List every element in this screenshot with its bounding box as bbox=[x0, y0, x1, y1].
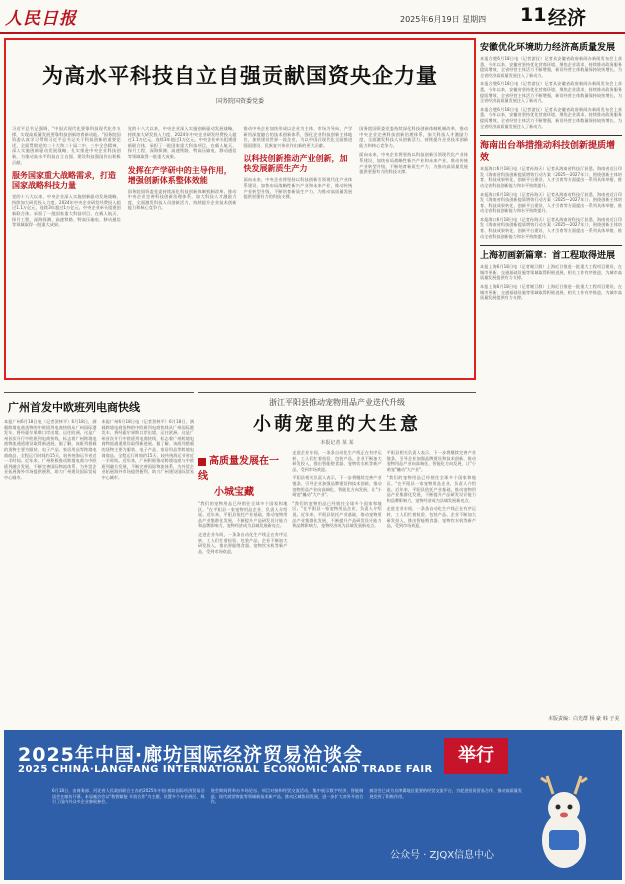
banner-english-title: 2025 CHINA·LANGFANG INTERNATIONAL ECONOMIC AND TRADE FAIR bbox=[18, 764, 433, 775]
middle-paragraph: 走进企业车间，一条条自动化生产线正在有序运转，工人们忙着检验、包装产品。企业不断加大研发投入，推出智能喂食器、宠物饮水机等新产品，受到市场欢迎。 bbox=[198, 531, 288, 554]
middle-story-title: 小萌宠里的大生意 bbox=[253, 414, 421, 435]
banner-paragraph: 廊洽会已成为京津冀地区重要的经贸交流平台，为促进投资贸易合作、推动高质量发展发挥了积极作用。 bbox=[369, 788, 523, 799]
lead-article bbox=[4, 38, 476, 380]
right-headline-2: 海南出台举措推动科技创新提质增效 bbox=[480, 135, 622, 166]
lead-paragraph: 习近平总书记强调，"中国式现代化要靠科技现代化作支撑，实现高质量发展要靠科技创新培育新动能。"国务院国资委认真学习贯彻习近平总书记关于科技创新的重要论述，全面贯彻党的二十大和二十届二中、三中全会精神，深入实施创新驱动发展战略，扎实推进中央企业科技创新，为推动高水平科技自立自强、建设科技强国作出积极贡献。 bbox=[12, 126, 121, 165]
lead-subheading-3: 以科技创新推动产业创新，加快发展新质生产力 bbox=[243, 153, 348, 174]
middle-paragraph: "我们的宠物用品已经销往全球多个国家和地区。"在平阳县一家宠物用品企业，负责人介绍说。近年来，平阳县依托产业基础，推动宠物用品产业集群化发展，不断提升产品研发设计能力和品牌影响力，宠物经济成为县域发展新亮点。 bbox=[198, 501, 288, 529]
middle-story-kicker: 浙江平阳县推动宠物用品产业迭代升级 bbox=[269, 398, 405, 407]
lead-paragraph: 国务院国资委党委持续深化科技创新体制机制改革，推动中央企业完善科技创新治理体系，加大科技人才激励力度，全面激发科技人员创新活力，持续提升企业技术创新能力和核心竞争力。 bbox=[359, 126, 468, 148]
square-icon bbox=[198, 458, 206, 466]
middle-paragraph: 平阳县相关负责人表示，下一步将继续完善产业链条，引导企业加强品牌建设和技术创新，推动宠物用品产业向高端化、智能化方向发展，让"小萌宠"撬动"大产业"。 bbox=[386, 450, 476, 472]
trade-fair-banner bbox=[4, 730, 622, 880]
left-story-columns bbox=[4, 419, 194, 481]
right-body-2b: 本报海口6月18日电（记者孙海天）记者从海南省科技厅获悉，海南省近日印发《海南省科技创新提质增效行动方案（2025—2027年）》，围绕创新主体培育、科技成果转化、创新平台建设、人才引育等方面提出一系列具体举措，推动全省科技创新能力和水平持续提升。 bbox=[480, 191, 622, 214]
middle-story bbox=[198, 392, 476, 710]
left-story-title: 广州首发中欧班列电商快线 bbox=[8, 401, 140, 414]
left-story bbox=[4, 392, 194, 710]
right-body-2c: 本报海口6月18日电（记者孙海天）记者从海南省科技厅获悉，海南省近日印发《海南省科技创新提质增效行动方案（2025—2027年）》，围绕创新主体培育、科技成果转化、创新平台建设、人才引育等方面提出一系列具体举措，推动全省科技创新能力和水平持续提升。 bbox=[480, 216, 622, 239]
lead-subheading-2: 发挥在产学研中的主导作用，增强创新体系整体效能 bbox=[127, 164, 232, 185]
dateline: 2025年6月19日 星期四 bbox=[400, 15, 487, 24]
lead-paragraph: 面向未来，中央企业将坚持以科技创新引领现代化产业体系建设，加快布局战略性新兴产业和未来产业，推动传统产业转型升级，不断培育新质生产力，为推动高质量发展提供坚强有力的科技支撑。 bbox=[359, 152, 468, 175]
newspaper-logo: 人民日报 bbox=[5, 9, 77, 29]
left-story-body: 本报广州6月18日电（记者贺林平）6月18日，满载跨境电商货物的中欧班列电商快线从广州国际港发车，将经霍尔果斯口岸出境，运往欧洲。这是广州首次开行中欧班列电商快线，标志着广州跨境电商物流通道建设取得新进展。据了解，该班列搭载的货物主要为服装、电子产品、家居用品等跨境电商商品，全程运行时间约15天，较传统海运节省近一半时间。近年来，广州积极推动跨境电商与中欧班列融合发展，不断完善国际物流体系，为外贸企业拓展海外市场提供便利，助力广州建设国际贸易中心城市。 bbox=[4, 419, 97, 480]
editors-credit: 本版责编：白光群 杨 豪 韩 子美 bbox=[548, 716, 620, 722]
column-banner bbox=[198, 452, 287, 482]
right-headline-3: 上海初画新篇章：首工程取得进展 bbox=[480, 245, 622, 264]
lead-column-1 bbox=[12, 126, 121, 376]
lead-paragraph: 推动中央企业加快形成以企业为主体、市场为导向、产学研用深度融合的技术创新体系，强化企业科技创新主体地位，加快建设世界一流企业，为以中国式现代化全面推进强国建设、民族复兴伟业作出新的更大贡献。 bbox=[243, 126, 353, 148]
lead-paragraph: 面向未来，中央企业将坚持以科技创新引领现代化产业体系建设，加快布局战略性新兴产业和未来产业，推动传统产业转型升级，不断培育新质生产力，为推动高质量发展提供坚强有力的科技支撑。 bbox=[243, 177, 353, 200]
lead-column-4 bbox=[359, 126, 468, 376]
right-body-3b: 本报上海6月18日电（记者谢卫群）上海近日推进一批重大工程项目建设，在城市更新、交通基础设施等领域取得积极进展，相关工作有序推进，为城市高质量发展提供有力支撑。 bbox=[480, 284, 622, 301]
middle-paragraph: "我们的宠物用品已经销往全球多个国家和地区。"在平阳县一家宠物用品企业，负责人介绍说。近年来，平阳县依托产业基础，推动宠物用品产业集群化发展，不断提升产品研发设计能力和品牌影响力，宠物经济成为县域发展新亮点。 bbox=[292, 500, 382, 529]
right-body-1b: 本报合肥6月18日电（记者游仪）记者从安徽省政府新闻办新闻发布会上获悉，今年以来，安徽省坚持优化营商环境，聚焦企业需求，持续推动政务服务提质增效，全省经营主体活力不断增强，新设经营主体数量保持较快增长，为全省经济高质量发展注入了新动力。 bbox=[480, 81, 622, 104]
lead-paragraph: 党的十八大以来，中央企业深入实施创新驱动发展战略，持续加大研发投入力度，2024年中央企业研发经费投入超过1.1万亿元，连续3年超过1万亿元。中央企业牵头组建创新联合体，承担了一批国家重大科技项目，在载人航天、探月工程、深海探测、高速铁路、特高压输电、移动通信等领域取得一批重大成果。 bbox=[12, 194, 121, 228]
middle-column-1 bbox=[198, 450, 287, 554]
section-title: 经济 bbox=[548, 7, 587, 29]
right-body-1c: 本报合肥6月18日电（记者游仪）记者从安徽省政府新闻办新闻发布会上获悉，今年以来，安徽省坚持优化营商环境，聚焦企业需求，持续推动政务服务提质增效，全省经营主体活力不断增强，新设经营主体数量保持较快增长，为全省经济高质量发展注入了新动力。 bbox=[480, 106, 622, 129]
middle-paragraph: 走进企业车间，一条条自动化生产线正在有序运转，工人们忙着检验、包装产品。企业不断加大研发投入，推出智能喂食器、宠物饮水机等新产品，受到市场欢迎。 bbox=[292, 450, 382, 472]
banner-body bbox=[52, 788, 522, 805]
middle-story-columns bbox=[198, 450, 476, 554]
lead-paragraph: 党的十八大以来，中央企业深入实施创新驱动发展战略，持续加大研发投入力度，2024年中央企业研发经费投入超过1.1万亿元，连续3年超过1万亿元。中央企业牵头组建创新联合体，承担了一批国家重大科技项目，在载人航天、探月工程、深海探测、高速铁路、特高压输电、移动通信等领域取得一批重大成果。 bbox=[127, 126, 237, 159]
banner-paragraph: 展会期间将举办多场论坛、项目对接和经贸交流活动，集中展示数字经济、智能制造、现代商贸物流等领域新技术新产品，推动区域协同发展，进一步扩大对外开放合作。 bbox=[210, 788, 364, 805]
banner-title: 2025年中国·廊坊国际经济贸易洽谈会 bbox=[18, 744, 364, 766]
right-body-2: 本报海口6月18日电（记者孙海天）记者从海南省科技厅获悉，海南省近日印发《海南省科技创新提质增效行动方案（2025—2027年）》，围绕创新主体培育、科技成果转化、创新平台建设、人才引育等方面提出一系列具体举措，推动全省科技创新能力和水平持续提升。 bbox=[480, 166, 622, 188]
column-banner-text: 高质量发展在一线 bbox=[198, 456, 279, 482]
middle-paragraph: "我们的宠物用品已经销往全球多个国家和地区。"在平阳县一家宠物用品企业，负责人介绍说。近年来，平阳县依托产业基础，推动宠物用品产业集群化发展，不断提升产品研发设计能力和品牌影响力，宠物经济成为县域发展新亮点。 bbox=[386, 475, 476, 503]
masthead bbox=[0, 0, 625, 34]
lead-author: 国务院国资委党委 bbox=[215, 98, 264, 105]
lead-paragraph: 国务院国资委党委持续深化科技创新体制机制改革，推动中央企业完善科技创新治理体系，加大科技人才激励力度，全面激发科技人员创新活力，持续提升企业技术创新能力和核心竞争力。 bbox=[127, 188, 237, 211]
middle-column-2 bbox=[292, 450, 381, 554]
right-headline-1: 安徽优化环境助力经济高质量发展 bbox=[480, 43, 616, 53]
banner-paragraph: 6月18日，由商务部、河北省人民政府联合主办的2025年中国·廊坊国际经济贸易洽谈会在廊坊开幕。本届廊洽会以"数智赋能 开放合作"为主题，设置多个专业展区，吸引了国内外众多企业参展参会。 bbox=[52, 788, 205, 805]
banner-badge: 举行 bbox=[444, 738, 508, 774]
right-body-1: 本报合肥6月18日电（记者游仪）记者从安徽省政府新闻办新闻发布会上获悉，今年以来，安徽省坚持优化营商环境，聚焦企业需求，持续推动政务服务提质增效，全省经营主体活力不断增强，新设经营主体数量保持较快增长，为全省经济高质量发展注入了新动力。 bbox=[480, 56, 622, 78]
right-body-3: 本报上海6月18日电（记者谢卫群）上海近日推进一批重大工程项目建设，在城市更新、交通基础设施等领域取得积极进展，相关工作有序推进，为城市高质量发展提供有力支撑。 bbox=[480, 264, 622, 281]
lead-column-3 bbox=[244, 126, 353, 376]
middle-story-author: 本报记者 某 某 bbox=[320, 440, 354, 446]
middle-paragraph: 走进企业车间，一条条自动化生产线正在有序运转，工人们忙着检验、包装产品。企业不断加大研发投入，推出智能喂食器、宠物饮水机等新产品，受到市场欢迎。 bbox=[386, 506, 476, 529]
mascot-deer-icon bbox=[529, 770, 599, 875]
middle-column-3 bbox=[387, 450, 476, 554]
lead-title: 为高水平科技自立自强贡献国资央企力量 bbox=[42, 63, 438, 88]
middle-paragraph: 平阳县相关负责人表示，下一步将继续完善产业链条，引导企业加强品牌建设和技术创新，推动宠物用品产业向高端化、智能化方向发展，让"小萌宠"撬动"大产业"。 bbox=[292, 475, 382, 498]
lead-column-2 bbox=[128, 126, 237, 376]
column-subbanner: 小城宝藏 bbox=[214, 487, 254, 498]
left-story-body-2: 本报广州6月18日电（记者贺林平）6月18日，满载跨境电商货物的中欧班列电商快线从广州国际港发车，将经霍尔果斯口岸出境，运往欧洲。这是广州首次开行中欧班列电商快线，标志着广州跨境电商物流通道建设取得新进展。据了解，该班列搭载的货物主要为服装、电子产品、家居用品等跨境电商商品，全程运行时间约15天，较传统海运节省近一半时间。近年来，广州积极推动跨境电商与中欧班列融合发展，不断完善国际物流体系，为外贸企业拓展海外市场提供便利，助力广州建设国际贸易中心城市。 bbox=[101, 419, 194, 480]
lead-columns bbox=[12, 126, 468, 376]
page-number: 11 bbox=[520, 4, 547, 26]
watermark: 公众号 · ZJQX信息中心 bbox=[390, 850, 495, 861]
lead-subheading-1: 服务国家重大战略需求，打造国家战略科技力量 bbox=[12, 170, 116, 191]
